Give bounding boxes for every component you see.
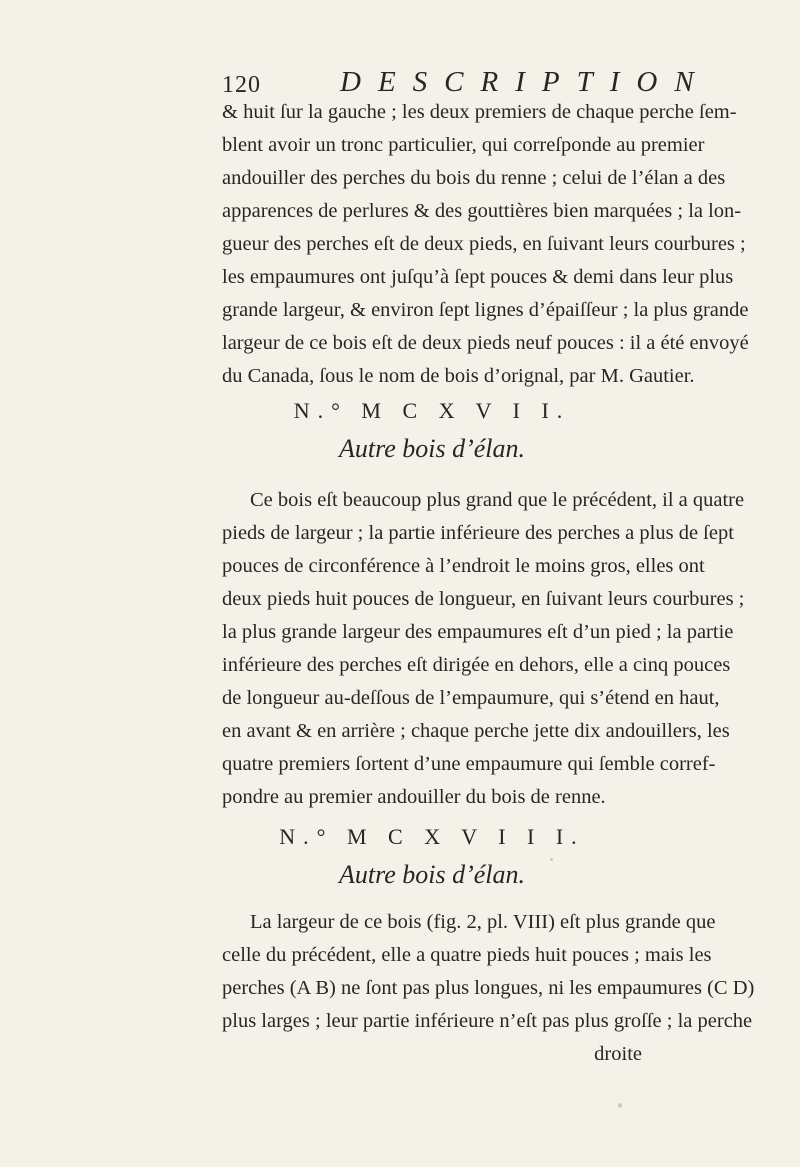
paragraph-2 bbox=[222, 484, 745, 814]
text-line: deux pieds huit pouces de longueur, en ſuivant leurs courbures ; bbox=[222, 588, 745, 610]
text-line: de longueur au-deſſous de l’empaumure, qui s’étend en haut, bbox=[222, 687, 720, 709]
text-line: apparences de perlures & des gouttières bien marquées ; la lon- bbox=[222, 200, 742, 222]
section-number: N.° M C X V I I I. bbox=[279, 824, 585, 849]
page-number: 120 bbox=[222, 72, 261, 98]
paragraph-3 bbox=[222, 906, 755, 1071]
text-line: celle du précédent, elle a quatre pieds huit pouces ; mais les bbox=[222, 944, 712, 966]
paragraph-1 bbox=[222, 96, 749, 393]
text-line: pouces de circonférence à l’endroit le moins gros, elles ont bbox=[222, 555, 705, 577]
text-line: pieds de largeur ; la partie inférieure des perches a plus de ſept bbox=[222, 522, 734, 544]
text-line: perches (A B) ne ſont pas plus longues, ni les empaumures (C D) bbox=[222, 977, 755, 999]
text-line: en avant & en arrière ; chaque perche jette dix andouillers, les bbox=[222, 720, 730, 742]
text-line: La largeur de ce bois (fig. 2, pl. VIII) eſt plus grande que bbox=[250, 911, 716, 933]
section-title: Autre bois d’élan. bbox=[338, 860, 526, 889]
text-line: largeur de ce bois eſt de deux pieds neuf pouces : il a été envoyé bbox=[222, 332, 749, 354]
text-line: & huit ſur la gauche ; les deux premiers de chaque perche ſem- bbox=[222, 101, 737, 123]
paper-spot bbox=[550, 858, 553, 861]
text-line: gueur des perches eſt de deux pieds, en ſuivant leurs courbures ; bbox=[222, 233, 746, 255]
text-line: inférieure des perches eſt dirigée en dehors, elle a cinq pouces bbox=[222, 654, 731, 676]
text-line: plus larges ; leur partie inférieure n’eſt pas plus groſſe ; la perche bbox=[222, 1010, 753, 1032]
running-head: DESCRIPTION bbox=[340, 66, 711, 98]
paper-spot bbox=[228, 377, 232, 381]
text-line: quatre premiers ſortent d’une empaumure qui ſemble corref- bbox=[222, 753, 716, 775]
text-line: Ce bois eſt beaucoup plus grand que le précédent, il a quatre bbox=[250, 489, 745, 511]
section-number: N.° M C X V I I. bbox=[293, 398, 571, 423]
text-line: blent avoir un tronc particulier, qui correſponde au premier bbox=[222, 134, 705, 156]
text-line: les empaumures ont juſqu’à ſept pouces & demi dans leur plus bbox=[222, 266, 734, 288]
catchword: droite bbox=[594, 1043, 642, 1065]
section-title: Autre bois d’élan. bbox=[338, 434, 526, 463]
text-line: grande largeur, & environ ſept lignes d’épaiſſeur ; la plus grande bbox=[222, 299, 749, 321]
text-line: andouiller des perches du bois du renne ; celui de l’élan a des bbox=[222, 167, 726, 189]
text-line: la plus grande largeur des empaumures eſt d’un pied ; la partie bbox=[222, 621, 734, 643]
text-line: du Canada, ſous le nom de bois d’orignal, par M. Gautier. bbox=[222, 365, 695, 387]
text-line: pondre au premier andouiller du bois de renne. bbox=[222, 786, 606, 808]
paper-spot bbox=[618, 1103, 622, 1108]
